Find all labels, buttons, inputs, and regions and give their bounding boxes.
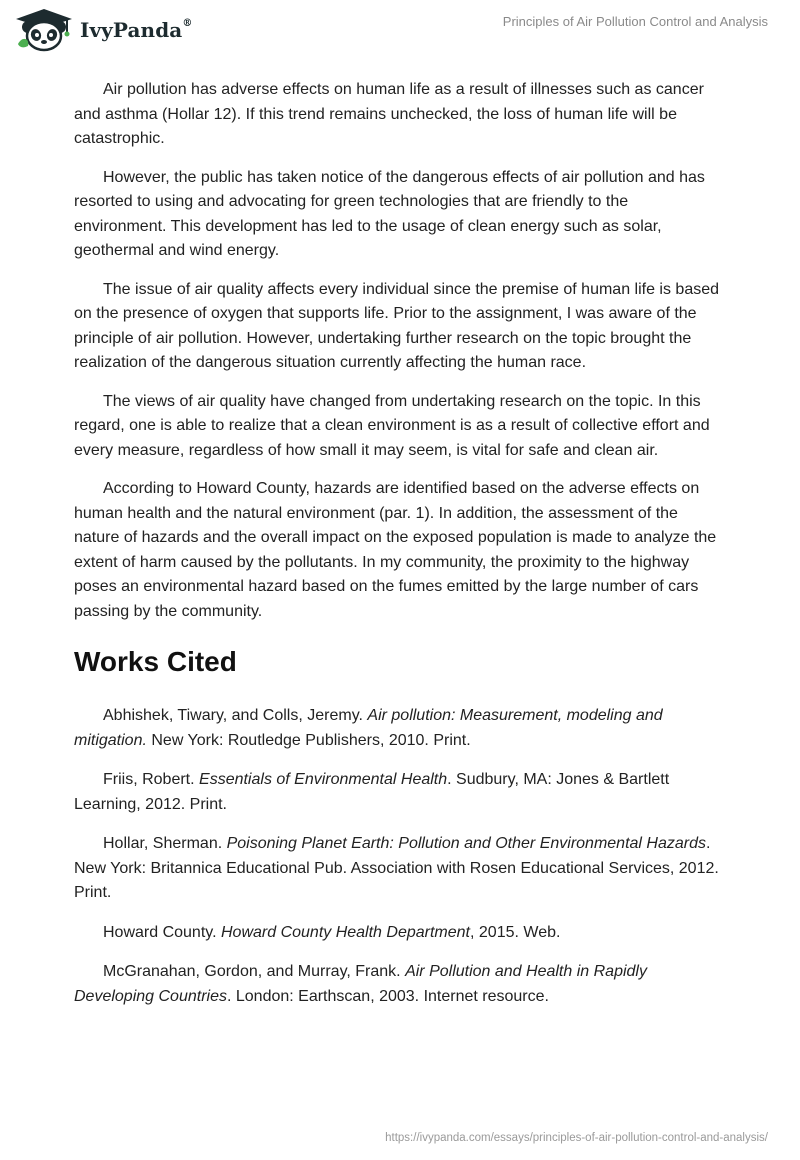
ivypanda-logo[interactable]	[14, 8, 192, 52]
citation-entry	[74, 768, 724, 817]
citation-entry	[74, 704, 724, 753]
works-cited-heading: Works Cited	[74, 646, 237, 677]
body-paragraph: According to Howard County, hazards are identified based on the adverse effects on human health and the natural environment (par. 1). In addition, the assessment of the nature of hazards and the overall impact on the exposed population is made to analyze the extent of harm caused by the pollutants. In my community, the proximity to the highway poses an environmental hazard based on the fumes emitted by the large number of cars passing by the community.	[74, 480, 717, 620]
citation-publication: , 2015. Web.	[470, 923, 561, 941]
citation-title: Air Pollution and Health in Rapidly Developing Countries	[74, 963, 647, 1005]
body-paragraph: The views of air quality have changed from undertaking research on the topic. In this regard, one is able to realize that a clean environment is as a result of collective effort and every measure, regardless of how small it may seem, is vital for safe and clean air.	[74, 392, 710, 459]
source-url[interactable]: https://ivypanda.com/essays/principles-of-air-pollution-control-and-analysis/	[385, 1132, 768, 1144]
citation-author: Howard County.	[103, 923, 221, 941]
citation-title: Essentials of Environmental Health	[199, 771, 448, 788]
panda-graduate-icon	[14, 8, 74, 52]
citation-entry	[74, 832, 724, 906]
body-paragraph: Air pollution has adverse effects on human life as a result of illnesses such as cancer and asthma (Hollar 12). If this trend remains unchecked, the loss of human life will be catastrophic.	[74, 81, 704, 147]
page-header	[0, 0, 800, 60]
registered-mark: ®	[182, 18, 193, 30]
running-title: Principles of Air Pollution Control and Analysis	[502, 14, 768, 29]
citation-publication: . New York: Britannica Educational Pub. Association with Rosen Educational Services, 2012. Print.	[74, 835, 719, 901]
body-paragraph: The issue of air quality affects every individual since the premise of human life is based on the presence of oxygen that supports life. Prior to the assignment, I was aware of the principle of air pollution. However, undertaking further research on the topic brought the realization of the dangerous situation currently affecting the human race.	[74, 280, 720, 371]
citation-title: Poisoning Planet Earth: Pollution and Other Environmental Hazards	[226, 835, 706, 852]
citation-entry	[74, 921, 724, 946]
citation-author: Abhishek, Tiwary, and Colls, Jeremy.	[103, 707, 368, 724]
citation-publication: New York: Routledge Publishers, 2010. Print.	[146, 731, 471, 749]
brand-name	[80, 18, 192, 42]
citation-entry	[74, 960, 724, 1009]
citation-author: Friis, Robert.	[103, 771, 200, 788]
body-paragraph: However, the public has taken notice of the dangerous effects of air pollution and has resorted to using and advocating for green technologies that are friendly to the environment. This development has led to the usage of clean energy such as solar, geothermal and wind energy.	[74, 168, 705, 259]
citation-author: Hollar, Sherman.	[103, 835, 227, 852]
citation-title: Air pollution: Measurement, modeling and mitigation.	[74, 707, 663, 749]
citation-author: McGranahan, Gordon, and Murray, Frank.	[103, 963, 406, 980]
essay-content	[74, 78, 724, 1024]
citation-title: Howard County Health Department	[220, 923, 470, 941]
citation-publication: . Sudbury, MA: Jones & Bartlett Learning, 2012. Print.	[74, 771, 670, 813]
citation-publication: . London: Earthscan, 2003. Internet resource.	[226, 987, 549, 1005]
brand-text: IvyPanda	[80, 18, 183, 42]
